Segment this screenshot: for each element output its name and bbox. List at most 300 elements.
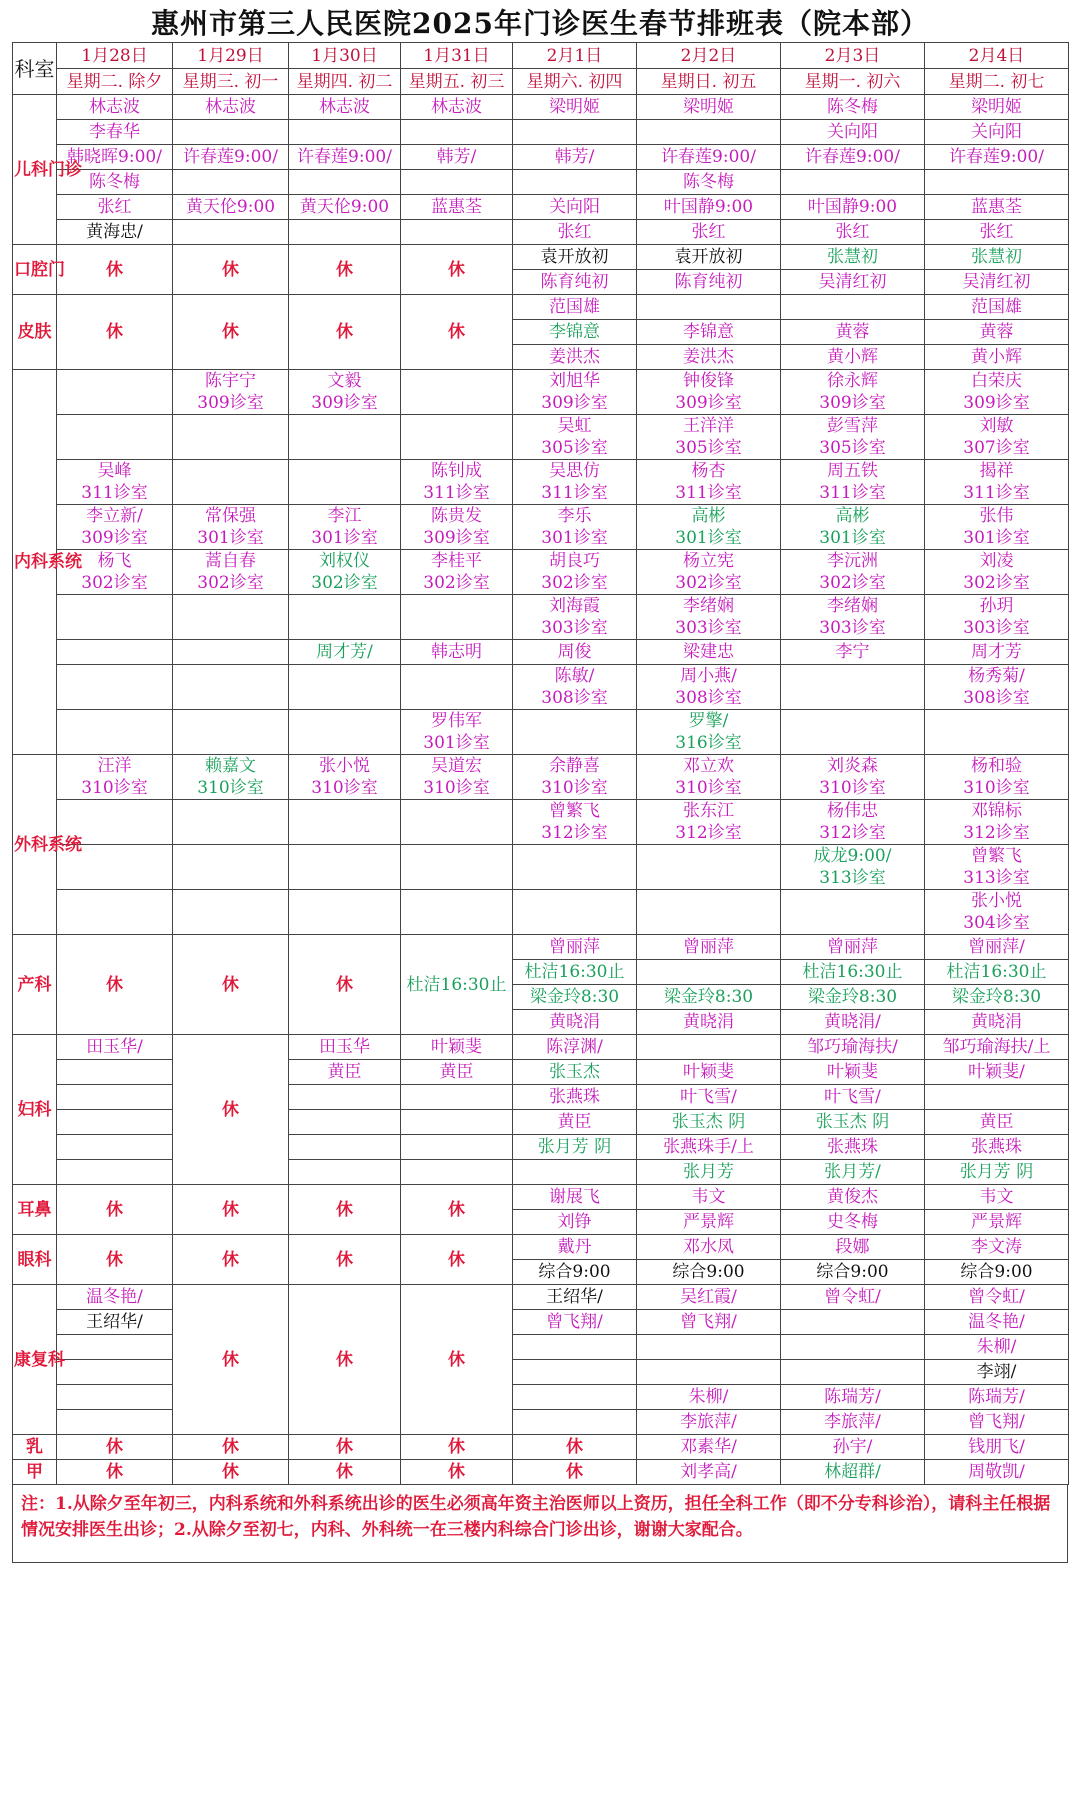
rest-cell: 休 [173,1435,289,1460]
doctor-name: 李江 [327,506,362,526]
doctor-cell [781,320,925,345]
doctor-cell [925,1135,1069,1160]
dept-name: 妇科 [13,1035,57,1185]
doctor-name: 黄臣 [327,1062,362,1082]
doctor-name: 曾丽萍 [549,937,600,957]
doctor-name: 杜洁16:30止 [406,974,507,995]
doctor-cell [513,345,637,370]
doctor-name: 谢展飞 [549,1187,600,1207]
doctor-cell [513,195,637,220]
doctor-cell [637,1285,781,1310]
doctor-name: 吴清红初 [962,272,1031,292]
doctor-cell [925,145,1069,170]
schedule-cell [637,890,781,935]
doctor-cell [637,935,781,960]
doctor-name: 袁开放初 [674,247,743,267]
doctor-cell [513,145,637,170]
clinic-room: 301诊室 [423,733,490,753]
doctor-cell [925,270,1069,295]
date-header: 1月28日 [57,43,173,69]
doctor-cell [637,270,781,295]
dept-name: 儿科门诊 [13,95,57,245]
schedule-cell [401,220,513,245]
weekday-header: 星期日. 初五 [637,69,781,95]
doctor-cell [637,1135,781,1160]
doctor-name: 杨杏 [691,461,726,481]
doctor-cell [781,370,925,415]
schedule-cell [57,1135,173,1160]
doctor-name: 张红 [97,197,132,217]
rest-cell: 休 [57,1460,173,1485]
doctor-name: 范国雄 [971,297,1022,317]
doctor-cell [513,665,637,710]
clinic-room: 301诊室 [675,528,742,548]
doctor-cell [781,935,925,960]
clinic-room: 309诊室 [963,393,1030,413]
doctor-name: 高彬 [691,506,726,526]
doctor-cell [925,1435,1069,1460]
doctor-name: 杜洁16:30止 [946,962,1047,982]
doctor-name: 孙宇/ [832,1437,873,1457]
clinic-room: 309诊室 [197,393,264,413]
doctor-name: 张月芳 [683,1162,734,1182]
doctor-name: 陈育纯初 [540,272,609,292]
doctor-cell [637,1060,781,1085]
schedule-cell [289,460,401,505]
doctor-cell [173,370,289,415]
doctor-cell [513,640,637,665]
clinic-room: 313诊室 [819,868,886,888]
doctor-cell [925,1310,1069,1335]
doctor-cell [289,1060,401,1085]
clinic-room: 310诊室 [675,778,742,798]
schedule-cell [401,800,513,845]
doctor-cell [781,1110,925,1135]
doctor-name: 梁金玲8:30 [663,987,754,1007]
doctor-name: 黄小辉 [971,347,1022,367]
doctor-cell [925,370,1069,415]
doctor-name: 常保强 [205,506,256,526]
schedule-cell [173,640,289,665]
doctor-name: 赖嘉文 [205,756,256,776]
doctor-name: 林志波 [431,97,482,117]
doctor-name: 叶国静9:00 [663,197,754,217]
doctor-name: 杜洁16:30止 [802,962,903,982]
doctor-cell [401,640,513,665]
doctor-cell [781,1060,925,1085]
doctor-name: 黄小辉 [827,347,878,367]
clinic-room: 311诊室 [963,483,1030,503]
doctor-cell [925,345,1069,370]
doctor-name: 王洋洋 [683,416,734,436]
schedule-cell [57,890,173,935]
doctor-cell [781,640,925,665]
doctor-name: 周五铁 [827,461,878,481]
rest-cell: 休 [173,1235,289,1285]
doctor-name: 张玉杰 阴 [671,1112,746,1132]
doctor-name: 王绍华/ [546,1287,603,1307]
schedule-cell [289,710,401,755]
doctor-name: 许春莲9:00/ [661,147,756,167]
doctor-name: 李乐 [557,506,592,526]
rest-cell: 休 [173,1185,289,1235]
doctor-cell [925,960,1069,985]
doctor-cell [513,320,637,345]
doctor-name: 袁开放初 [540,247,609,267]
doctor-cell [925,295,1069,320]
doctor-name: 周俊 [557,642,592,662]
doctor-cell [637,985,781,1010]
doctor-name: 张红 [557,222,592,242]
doctor-name: 邓水凤 [683,1237,734,1257]
doctor-cell [925,1285,1069,1310]
doctor-cell [513,415,637,460]
schedule-cell [401,170,513,195]
doctor-name: 黄蓉 [835,322,870,342]
doctor-name: 张红 [979,222,1014,242]
doctor-cell [637,710,781,755]
doctor-name: 陈贵发 [431,506,482,526]
schedule-cell [289,800,401,845]
doctor-name: 杨飞 [97,551,132,571]
schedule-cell [289,845,401,890]
schedule-cell [925,710,1069,755]
schedule-cell [401,120,513,145]
doctor-cell [781,220,925,245]
schedule-cell [289,1085,401,1110]
schedule-cell [781,1360,925,1385]
doctor-name: 吴清红初 [818,272,887,292]
doctor-cell [173,195,289,220]
rest-cell: 休 [57,245,173,295]
doctor-name: 曾丽萍 [827,937,878,957]
doctor-name: 王绍华/ [86,1312,143,1332]
schedule-cell [925,1085,1069,1110]
clinic-room: 302诊室 [311,573,378,593]
doctor-name: 张燕珠 [549,1087,600,1107]
doctor-cell [637,320,781,345]
schedule-cell [173,710,289,755]
doctor-cell [925,1235,1069,1260]
doctor-name: 刘敏 [979,416,1014,436]
doctor-cell [637,95,781,120]
doctor-name: 曾令虹/ [968,1287,1025,1307]
doctor-name: 张月芳/ [824,1162,881,1182]
date-header: 2月2日 [637,43,781,69]
doctor-name: 黄晓涓/ [824,1012,881,1032]
doctor-name: 李文涛 [971,1237,1022,1257]
doctor-name: 刘权仪 [319,551,370,571]
doctor-cell [925,550,1069,595]
clinic-room: 310诊室 [197,778,264,798]
clinic-room: 301诊室 [311,528,378,548]
clinic-room: 308诊室 [963,688,1030,708]
doctor-name: 蓝惠荃 [971,197,1022,217]
doctor-name: 陈冬梅 [827,97,878,117]
clinic-room: 302诊室 [675,573,742,593]
doctor-name: 黄蓉 [979,322,1014,342]
date-header: 2月1日 [513,43,637,69]
schedule-cell [57,710,173,755]
doctor-name: 吴峰 [97,461,132,481]
dept-name: 口腔门 [13,245,57,295]
rest-cell: 休 [173,1460,289,1485]
doctor-cell [637,145,781,170]
schedule-cell [513,1160,637,1185]
doctor-cell [925,1460,1069,1485]
doctor-cell [513,960,637,985]
doctor-cell [925,120,1069,145]
doctor-name: 张燕珠 [971,1137,1022,1157]
doctor-cell [401,145,513,170]
doctor-cell [513,1260,637,1285]
schedule-cell [401,370,513,415]
clinic-room: 303诊室 [963,618,1030,638]
doctor-name: 朱柳/ [688,1387,729,1407]
doctor-cell [173,95,289,120]
doctor-cell [637,460,781,505]
doctor-name: 刘炎森 [827,756,878,776]
doctor-name: 梁金玲8:30 [807,987,898,1007]
schedule-cell [173,120,289,145]
doctor-cell [57,460,173,505]
doctor-name: 关向阳 [827,122,878,142]
clinic-room: 309诊室 [423,528,490,548]
doctor-cell [925,1335,1069,1360]
doctor-cell [57,220,173,245]
doctor-cell [401,1035,513,1060]
doctor-name: 邓锦标 [971,801,1022,821]
doctor-name: 陈瑞芳/ [968,1387,1025,1407]
doctor-name: 黄晓涓 [683,1012,734,1032]
doctor-cell [925,800,1069,845]
clinic-room: 305诊室 [541,438,608,458]
doctor-cell [925,1385,1069,1410]
date-header: 2月4日 [925,43,1069,69]
doctor-name: 朱柳/ [976,1337,1017,1357]
doctor-name: 李春华 [89,122,140,142]
doctor-name: 邓素华/ [680,1437,737,1457]
clinic-room: 309诊室 [81,528,148,548]
clinic-room: 302诊室 [81,573,148,593]
date-header: 1月31日 [401,43,513,69]
doctor-name: 范国雄 [549,297,600,317]
doctor-name: 关向阳 [971,122,1022,142]
doctor-name: 许春莲9:00/ [949,147,1044,167]
date-header: 2月3日 [781,43,925,69]
doctor-name: 刘凌 [979,551,1014,571]
doctor-cell [173,505,289,550]
doctor-name: 许春莲9:00/ [805,147,900,167]
doctor-cell [925,1035,1069,1060]
doctor-cell [781,120,925,145]
dept-name: 甲 [13,1460,57,1485]
doctor-name: 周才芳 [971,642,1022,662]
clinic-room: 311诊室 [819,483,886,503]
schedule-cell [781,1310,925,1335]
doctor-name: 林超群/ [824,1462,881,1482]
doctor-cell [781,1160,925,1185]
doctor-name: 张伟 [979,506,1014,526]
doctor-cell [513,1085,637,1110]
doctor-name: 李翊/ [976,1362,1017,1382]
doctor-name: 李宁 [835,642,870,662]
doctor-cell [513,935,637,960]
clinic-room: 302诊室 [963,573,1030,593]
doctor-cell [289,1035,401,1060]
doctor-cell [513,1285,637,1310]
doctor-name: 陈育纯初 [674,272,743,292]
doctor-name: 韦文 [691,1187,726,1207]
doctor-cell [925,985,1069,1010]
schedule-cell [173,665,289,710]
doctor-cell [781,1260,925,1285]
doctor-cell [513,550,637,595]
doctor-name: 邹巧瑜海扶/ [807,1037,898,1057]
clinic-room: 302诊室 [819,573,886,593]
clinic-room: 310诊室 [541,778,608,798]
dept-name: 外科系统 [13,755,57,935]
doctor-cell [637,1160,781,1185]
clinic-room: 310诊室 [819,778,886,798]
clinic-room: 305诊室 [819,438,886,458]
doctor-name: 黄臣 [439,1062,474,1082]
doctor-cell [637,1435,781,1460]
rest-cell: 休 [289,1235,401,1285]
schedule-cell [173,220,289,245]
doctor-cell [637,1085,781,1110]
doctor-name: 孙玥 [979,596,1014,616]
doctor-name: 韦文 [979,1187,1014,1207]
doctor-name: 林志波 [205,97,256,117]
doctor-cell [925,890,1069,935]
doctor-cell [401,95,513,120]
schedule-cell [57,1110,173,1135]
schedule-cell [289,415,401,460]
doctor-cell [513,1210,637,1235]
doctor-cell [925,505,1069,550]
schedule-cell [401,665,513,710]
clinic-room: 308诊室 [675,688,742,708]
clinic-room: 311诊室 [541,483,608,503]
doctor-cell [173,755,289,800]
doctor-name: 张月芳 阴 [537,1137,612,1157]
doctor-cell [781,505,925,550]
doctor-cell [637,345,781,370]
schedule-cell [57,1060,173,1085]
doctor-name: 周才芳/ [316,642,373,662]
doctor-cell [781,1410,925,1435]
doctor-cell [781,145,925,170]
rest-cell: 休 [401,1435,513,1460]
schedule-cell [289,120,401,145]
doctor-name: 温冬艳/ [86,1287,143,1307]
rest-cell: 休 [57,1435,173,1460]
rest-cell: 休 [513,1460,637,1485]
doctor-name: 陈淳渊/ [546,1037,603,1057]
dept-name: 产科 [13,935,57,1035]
doctor-name: 林志波 [89,97,140,117]
doctor-name: 综合9:00 [538,1262,611,1282]
doctor-cell [57,1285,173,1310]
schedule-cell [925,170,1069,195]
doctor-name: 蒿自春 [205,551,256,571]
doctor-cell [513,295,637,320]
doctor-name: 黄俊杰 [827,1187,878,1207]
doctor-name: 黄海忠/ [86,222,143,242]
doctor-name: 刘铮 [557,1212,592,1232]
clinic-room: 311诊室 [675,483,742,503]
doctor-cell [781,845,925,890]
doctor-name: 陈冬梅 [89,172,140,192]
doctor-cell [513,505,637,550]
doctor-cell [513,460,637,505]
doctor-name: 刘旭华 [549,371,600,391]
schedule-cell [57,665,173,710]
clinic-room: 301诊室 [963,528,1030,548]
doctor-name: 叶国静9:00 [807,197,898,217]
doctor-name: 吴虹 [557,416,592,436]
doctor-cell [637,665,781,710]
doctor-cell [513,800,637,845]
doctor-name: 张东江 [683,801,734,821]
doctor-name: 黄天伦9:00 [185,197,276,217]
doctor-cell [637,245,781,270]
doctor-cell [513,1185,637,1210]
doctor-cell [57,1035,173,1060]
doctor-name: 严景辉 [971,1212,1022,1232]
doctor-name: 钱朋飞/ [968,1437,1025,1457]
doctor-name: 综合9:00 [672,1262,745,1282]
schedule-cell [57,1360,173,1385]
schedule-cell [173,595,289,640]
doctor-cell [289,370,401,415]
schedule-cell [781,1335,925,1360]
doctor-name: 曾飞翔/ [968,1412,1025,1432]
date-header: 1月29日 [173,43,289,69]
doctor-cell [925,1010,1069,1035]
doctor-cell [57,755,173,800]
clinic-room: 310诊室 [963,778,1030,798]
doctor-cell [513,1060,637,1085]
doctor-cell [513,270,637,295]
schedule-cell [781,170,925,195]
schedule-cell [781,710,925,755]
doctor-cell [781,1460,925,1485]
doctor-name: 胡良巧 [549,551,600,571]
doctor-cell [637,1010,781,1035]
doctor-cell [289,505,401,550]
doctor-cell [401,195,513,220]
rest-cell: 休 [173,1035,289,1185]
doctor-name: 杜洁16:30止 [524,962,625,982]
doctor-cell [513,1110,637,1135]
doctor-cell [513,245,637,270]
doctor-cell [781,245,925,270]
doctor-name: 李锦意 [549,322,600,342]
doctor-name: 许春莲9:00/ [297,147,392,167]
doctor-name: 周小燕/ [680,666,737,686]
doctor-name: 曾令虹/ [824,1287,881,1307]
doctor-name: 刘孝高/ [680,1462,737,1482]
rest-cell: 休 [289,295,401,370]
doctor-cell [781,1235,925,1260]
schedule-cell [401,1160,513,1185]
doctor-cell [637,550,781,595]
rest-cell: 休 [173,245,289,295]
doctor-cell [637,595,781,640]
doctor-cell [637,195,781,220]
